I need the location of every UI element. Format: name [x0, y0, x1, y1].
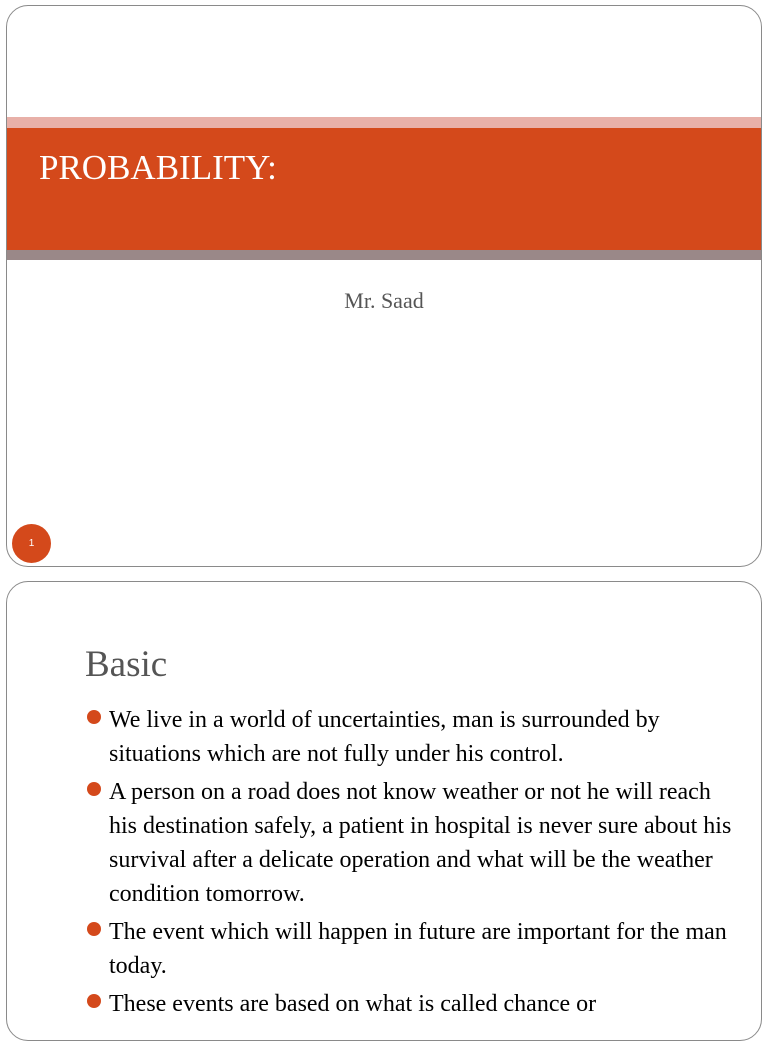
bullet-dot-icon	[87, 994, 101, 1008]
bullet-text: These events are based on what is called chance or	[109, 991, 597, 1017]
bullet-dot-icon	[87, 782, 101, 796]
bullet-item	[85, 775, 735, 911]
slide-2	[6, 581, 762, 1041]
bullet-dot-icon	[87, 922, 101, 936]
slide-heading: Basic	[85, 644, 168, 685]
slide-1	[6, 5, 762, 567]
bullet-item	[85, 987, 735, 1021]
bullet-text: The event which will happen in future are important for the man today.	[109, 919, 727, 979]
slide-number-badge: 1	[12, 524, 51, 563]
slide-title: PROBABILITY:	[39, 148, 277, 187]
bullet-item	[85, 915, 735, 983]
slide-subtitle: Mr. Saad	[344, 288, 424, 313]
bullet-item	[85, 703, 735, 771]
bullet-text: A person on a road does not know weather or not he will reach his destination safely, a patient in hospital is never sure about his survival after a delicate operation and what will be the weather condition tomorrow.	[109, 779, 732, 907]
bullet-text: We live in a world of uncertainties, man is surrounded by situations which are not fully under his control.	[109, 707, 660, 767]
bullet-list	[85, 703, 735, 1025]
bullet-dot-icon	[87, 710, 101, 724]
title-band-accent-top	[7, 117, 761, 128]
title-band-accent-bottom	[7, 250, 761, 260]
